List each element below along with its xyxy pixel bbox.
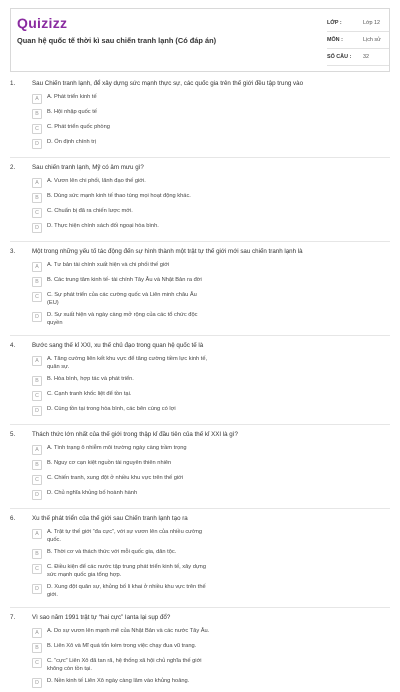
option-letter-box: D bbox=[32, 312, 42, 322]
question-header bbox=[10, 164, 390, 172]
question-header bbox=[10, 342, 390, 350]
option-letter-box: D bbox=[32, 406, 42, 416]
question-number: 7. bbox=[10, 614, 16, 621]
answer-option[interactable] bbox=[32, 583, 210, 599]
option-letter-box: B bbox=[32, 376, 42, 386]
question-number: 5. bbox=[10, 431, 16, 438]
answer-option[interactable] bbox=[32, 528, 210, 544]
meta-label: LỚP : bbox=[327, 20, 342, 26]
question-header bbox=[10, 248, 390, 256]
option-letter-box: C bbox=[32, 292, 42, 302]
option-letter-box: D bbox=[32, 223, 42, 233]
question-divider bbox=[10, 335, 390, 336]
option-text: A. Tình trạng ô nhiễm môi trường ngày càng trầm trọng bbox=[47, 445, 187, 451]
question-text: Vì sao năm 1991 trật tự “hai cực” Ianta lại sụp đổ? bbox=[32, 614, 171, 621]
quizizz-logo: Quizizz bbox=[17, 15, 68, 31]
option-text: A. Vươn lên chi phối, lãnh đạo thế giới. bbox=[47, 178, 146, 184]
question-item bbox=[10, 164, 390, 242]
answer-option[interactable] bbox=[32, 192, 210, 203]
worksheet-title: Quan hệ quốc tế thời kì sau chiến tranh lạnh (Có đáp án) bbox=[17, 36, 217, 45]
option-letter-box: D bbox=[32, 490, 42, 500]
question-text: Sau Chiến tranh lạnh, để xây dựng sức mạnh thực sự, các quốc gia trên thế giới đều tập trung vào bbox=[32, 80, 304, 87]
answer-option[interactable] bbox=[32, 405, 210, 416]
question-number: 6. bbox=[10, 515, 16, 522]
question-text: Xu thế phát triển của thế giới sau Chiến tranh lạnh tạo ra bbox=[32, 515, 188, 522]
option-text: C. Cạnh tranh khốc liệt để tồn tại. bbox=[47, 391, 132, 397]
question-divider bbox=[10, 157, 390, 158]
option-letter-box: C bbox=[32, 564, 42, 574]
option-letter-box: B bbox=[32, 109, 42, 119]
question-header bbox=[10, 80, 390, 88]
option-letter-box: A bbox=[32, 356, 42, 366]
option-letter-box: C bbox=[32, 391, 42, 401]
question-item bbox=[10, 248, 390, 336]
question-item bbox=[10, 614, 390, 692]
option-letter-box: B bbox=[32, 193, 42, 203]
question-list bbox=[10, 80, 390, 692]
answer-options bbox=[10, 177, 390, 237]
question-divider bbox=[10, 508, 390, 509]
option-text: C. Điều kiện để các nước tập trung phát triển kinh tế, xây dựng sức mạnh quốc gia tổng hợp. bbox=[47, 564, 206, 578]
question-item bbox=[10, 515, 390, 608]
option-letter-box: A bbox=[32, 445, 42, 455]
meta-label: MÔN : bbox=[327, 37, 343, 43]
answer-option[interactable] bbox=[32, 548, 210, 559]
answer-options bbox=[10, 444, 390, 504]
answer-option[interactable] bbox=[32, 459, 210, 470]
question-divider bbox=[10, 241, 390, 242]
meta-value: 32 bbox=[363, 54, 369, 60]
worksheet-header bbox=[10, 8, 390, 72]
option-text: A. Phát triển kinh tế bbox=[47, 94, 97, 100]
option-letter-box: D bbox=[32, 584, 42, 594]
answer-option[interactable] bbox=[32, 276, 210, 287]
option-text: D. Nền kinh tế Liên Xô ngày càng lâm vào khủng hoảng. bbox=[47, 678, 190, 684]
answer-option[interactable] bbox=[32, 677, 210, 688]
answer-option[interactable] bbox=[32, 642, 210, 653]
question-item bbox=[10, 342, 390, 425]
answer-option[interactable] bbox=[32, 108, 210, 119]
question-header bbox=[10, 515, 390, 523]
option-letter-box: B bbox=[32, 460, 42, 470]
answer-option[interactable] bbox=[32, 474, 210, 485]
option-text: A. Tăng cường liên kết khu vực để tăng cường tiềm lực kinh tế, quân sự. bbox=[47, 356, 208, 370]
question-text: Thách thức lớn nhất của thế giới trong thập kỉ đầu tiên của thế kỉ XXI là gì? bbox=[32, 431, 238, 438]
answer-option[interactable] bbox=[32, 177, 210, 188]
answer-option[interactable] bbox=[32, 657, 210, 673]
answer-options bbox=[10, 261, 390, 331]
answer-option[interactable] bbox=[32, 563, 210, 579]
question-divider bbox=[10, 424, 390, 425]
meta-value: Lịch sử bbox=[363, 37, 381, 43]
option-letter-box: B bbox=[32, 643, 42, 653]
meta-row-count bbox=[327, 49, 389, 66]
option-text: B. Thời cơ và thách thức với mỗi quốc gia, dân tộc. bbox=[47, 549, 177, 555]
option-text: C. Sự phát triển của các cường quốc và Liên minh châu Âu (EU) bbox=[47, 292, 197, 306]
option-letter-box: A bbox=[32, 262, 42, 272]
option-letter-box: A bbox=[32, 94, 42, 104]
meta-row-subject bbox=[327, 32, 389, 49]
option-text: B. Hội nhập quốc tế bbox=[47, 109, 97, 115]
question-number: 1. bbox=[10, 80, 16, 87]
question-number: 4. bbox=[10, 342, 16, 349]
question-divider bbox=[10, 607, 390, 608]
option-text: D. Thực hiện chính sách đối ngoại hòa bình. bbox=[47, 223, 159, 229]
answer-option[interactable] bbox=[32, 355, 210, 371]
answer-option[interactable] bbox=[32, 375, 210, 386]
option-text: D. Xung đột quân sự, khủng bố li khai ở nhiều khu vực trên thế giới. bbox=[47, 584, 206, 598]
option-text: B. Các trung tâm kinh tế- tài chính Tây Âu và Nhật Bản ra đời bbox=[47, 277, 202, 283]
answer-option[interactable] bbox=[32, 489, 210, 500]
option-text: B. Dùng sức mạnh kinh tế thao túng mọi hoạt động khác. bbox=[47, 193, 191, 199]
option-text: C. Phát triển quốc phòng bbox=[47, 124, 110, 130]
option-letter-box: A bbox=[32, 529, 42, 539]
option-text: A. Tư bản tài chính xuất hiện và chi phối thế giới bbox=[47, 262, 170, 268]
option-letter-box: C bbox=[32, 475, 42, 485]
answer-option[interactable] bbox=[32, 207, 210, 218]
answer-option[interactable] bbox=[32, 93, 210, 104]
answer-option[interactable] bbox=[32, 123, 210, 134]
worksheet-meta bbox=[327, 15, 389, 66]
question-item bbox=[10, 80, 390, 158]
question-header bbox=[10, 614, 390, 622]
answer-option[interactable] bbox=[32, 138, 210, 149]
answer-options bbox=[10, 627, 390, 692]
answer-options bbox=[10, 528, 390, 603]
option-text: C. “cực” Liên Xô đã tan rã, hệ thống xã hội chủ nghĩa thế giới không còn tồn tại. bbox=[47, 658, 202, 672]
answer-option[interactable] bbox=[32, 222, 210, 233]
option-text: B. Liên Xô và Mĩ quá tốn kém trong việc chạy đua vũ trang. bbox=[47, 643, 197, 649]
question-text: Bước sang thế kỉ XXI, xu thế chủ đạo trong quan hệ quốc tế là bbox=[32, 342, 204, 349]
meta-row-class bbox=[327, 15, 389, 32]
question-item bbox=[10, 431, 390, 509]
option-text: B. Hòa bình, hợp tác và phát triển. bbox=[47, 376, 134, 382]
question-header bbox=[10, 431, 390, 439]
option-letter-box: C bbox=[32, 208, 42, 218]
option-text: D. Sự xuất hiện và ngày càng mở rộng của các tổ chức độc quyền bbox=[47, 312, 198, 326]
option-text: C. Chiến tranh, xung đột ở nhiều khu vực trên thế giới bbox=[47, 475, 184, 481]
answer-option[interactable] bbox=[32, 311, 210, 327]
meta-value: Lớp 12 bbox=[363, 20, 381, 26]
answer-option[interactable] bbox=[32, 261, 210, 272]
option-text: B. Nguy cơ cạn kiệt nguồn tài nguyên thiên nhiên bbox=[47, 460, 172, 466]
answer-options bbox=[10, 93, 390, 153]
option-text: A. Do sự vươn lên mạnh mẽ của Nhật Bản và các nước Tây Âu. bbox=[47, 628, 210, 634]
answer-option[interactable] bbox=[32, 291, 210, 307]
option-letter-box: C bbox=[32, 658, 42, 668]
answer-option[interactable] bbox=[32, 627, 210, 638]
meta-label: SỐ CÂU : bbox=[327, 54, 352, 60]
option-letter-box: A bbox=[32, 628, 42, 638]
option-letter-box: A bbox=[32, 178, 42, 188]
option-letter-box: C bbox=[32, 124, 42, 134]
answer-option[interactable] bbox=[32, 390, 210, 401]
question-number: 2. bbox=[10, 164, 16, 171]
option-letter-box: B bbox=[32, 549, 42, 559]
answer-options bbox=[10, 355, 390, 420]
question-number: 3. bbox=[10, 248, 16, 255]
option-text: D. Cùng tồn tại trong hòa bình, các bên cùng có lợi bbox=[47, 406, 176, 412]
question-text: Một trong những yếu tố tác động đến sự hình thành một trật tự thế giới mới sau chiến tranh lạnh là bbox=[32, 248, 303, 255]
option-letter-box: D bbox=[32, 678, 42, 688]
answer-option[interactable] bbox=[32, 444, 210, 455]
option-text: D. Ổn định chính trị bbox=[47, 139, 96, 145]
option-text: A. Trật tự thế giới “đa cực”, với sự vươn lên của nhiều cường quốc. bbox=[47, 529, 203, 543]
option-letter-box: B bbox=[32, 277, 42, 287]
option-text: D. Chủ nghĩa khủng bố hoành hành bbox=[47, 490, 138, 496]
option-letter-box: D bbox=[32, 139, 42, 149]
question-text: Sau chiến tranh lạnh, Mỹ có âm mưu gì? bbox=[32, 164, 144, 171]
option-text: C. Chuẩn bị đã ra chiến lược mới. bbox=[47, 208, 133, 214]
